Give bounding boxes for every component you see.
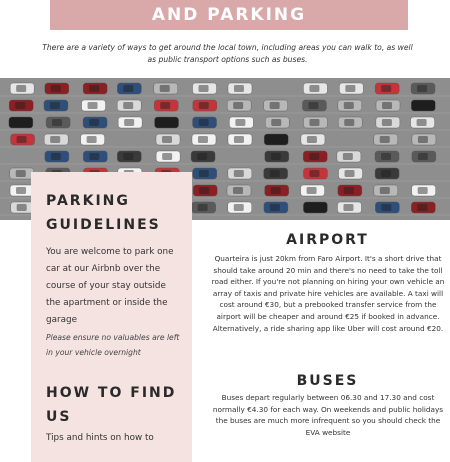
find-us-body: Tips and hints on how to xyxy=(46,433,154,443)
parking-body: You are welcome to park one car at our Airbnb over the course of your stay outside the apartment or inside the garage xyxy=(46,247,174,325)
car-window xyxy=(271,187,281,194)
car-window xyxy=(89,153,99,160)
car-window xyxy=(199,187,209,194)
car-window xyxy=(343,153,353,160)
buses-heading: BUSES xyxy=(296,373,359,389)
title-text: AND PARKING xyxy=(151,5,307,25)
car-window xyxy=(344,119,354,126)
car-window xyxy=(199,85,209,92)
car-window xyxy=(417,119,427,126)
car-window xyxy=(233,102,243,109)
car-window xyxy=(309,119,319,126)
car-window xyxy=(89,85,99,92)
parking-heading-line1: PARKING xyxy=(46,193,130,209)
car-window xyxy=(380,187,390,194)
car-window xyxy=(234,204,244,211)
car-window xyxy=(381,85,391,92)
car-window xyxy=(198,204,208,211)
car-window xyxy=(50,102,60,109)
car-window xyxy=(199,119,209,126)
car-window xyxy=(309,170,319,177)
car-window xyxy=(51,85,61,92)
airport-heading: AIRPORT xyxy=(286,232,369,248)
car-window xyxy=(50,136,60,143)
car-window xyxy=(345,85,355,92)
car-window xyxy=(162,136,172,143)
car-window xyxy=(309,153,319,160)
car-window xyxy=(162,153,172,160)
car-window xyxy=(344,187,354,194)
title-banner xyxy=(50,0,408,30)
car-window xyxy=(343,204,353,211)
car-window xyxy=(418,153,428,160)
car-window xyxy=(160,102,170,109)
car-window xyxy=(344,102,354,109)
car-window xyxy=(233,187,243,194)
car-window xyxy=(234,85,244,92)
car-window xyxy=(418,187,428,194)
car-window xyxy=(271,119,281,126)
car-window xyxy=(309,85,319,92)
car-window xyxy=(309,204,319,211)
car-window xyxy=(270,204,280,211)
car-window xyxy=(382,119,392,126)
car-window xyxy=(271,153,281,160)
car-window xyxy=(15,102,25,109)
car-window xyxy=(161,119,171,126)
car-window xyxy=(124,119,134,126)
car-window xyxy=(234,136,244,143)
car-window xyxy=(199,170,209,177)
car-window xyxy=(270,136,280,143)
car-window xyxy=(417,85,427,92)
car-window xyxy=(382,102,392,109)
car-window xyxy=(16,85,26,92)
car-window xyxy=(380,136,390,143)
car-window xyxy=(197,153,207,160)
parking-note: Please ensure no valuables are left in your vehicle overnight xyxy=(46,333,180,357)
car-window xyxy=(88,102,98,109)
car-window xyxy=(199,102,209,109)
car-window xyxy=(381,153,391,160)
car-window xyxy=(160,85,170,92)
car-window xyxy=(89,119,99,126)
airport-body: Quarteira is just 20km from Faro Airport. It's a short drive that should take around 20 min and there's no need to take the toll road either. If you're not planning on hiring your own vehicle an array of taxis and private hire vehicles are available. A taxi will cost around €30, but a prebooked transfer service from the airport will be cheaper and around €25 if booked in advance. Alternatively, a ride sharing app like Uber will cost around €20. xyxy=(211,254,445,333)
car-window xyxy=(52,119,62,126)
parking-heading-line2: GUIDELINES xyxy=(46,217,161,233)
car-window xyxy=(345,170,355,177)
car-window xyxy=(16,170,26,177)
car-window xyxy=(51,153,61,160)
car-window xyxy=(381,170,391,177)
car-window xyxy=(198,136,208,143)
car-window xyxy=(234,170,244,177)
find-us-heading-line1: HOW TO FIND xyxy=(46,385,177,401)
car-window xyxy=(270,102,280,109)
buses-body: Buses depart regularly between 06.30 and 17.30 and cost normally €4.30 for each way. On weekends and public holidays the buses are much more infrequent so you should check the EVA website xyxy=(212,393,444,437)
find-us-heading-line2: US xyxy=(46,409,72,425)
car-window xyxy=(15,119,25,126)
car-window xyxy=(418,136,428,143)
car-window xyxy=(17,136,27,143)
car-window xyxy=(417,102,427,109)
car-window xyxy=(235,119,245,126)
car-window xyxy=(307,136,317,143)
car-window xyxy=(87,136,97,143)
car-window xyxy=(123,153,133,160)
car-window xyxy=(307,187,317,194)
car-window xyxy=(381,204,391,211)
car-window xyxy=(123,102,133,109)
intro-text: There are a variety of ways to get around the local town, including areas you can walk to, as well as public transport options such as buses. xyxy=(42,43,413,64)
car-window xyxy=(123,85,133,92)
car-window xyxy=(308,102,318,109)
car-window xyxy=(16,187,26,194)
car-window xyxy=(270,170,280,177)
car-window xyxy=(17,204,27,211)
car-window xyxy=(417,204,427,211)
